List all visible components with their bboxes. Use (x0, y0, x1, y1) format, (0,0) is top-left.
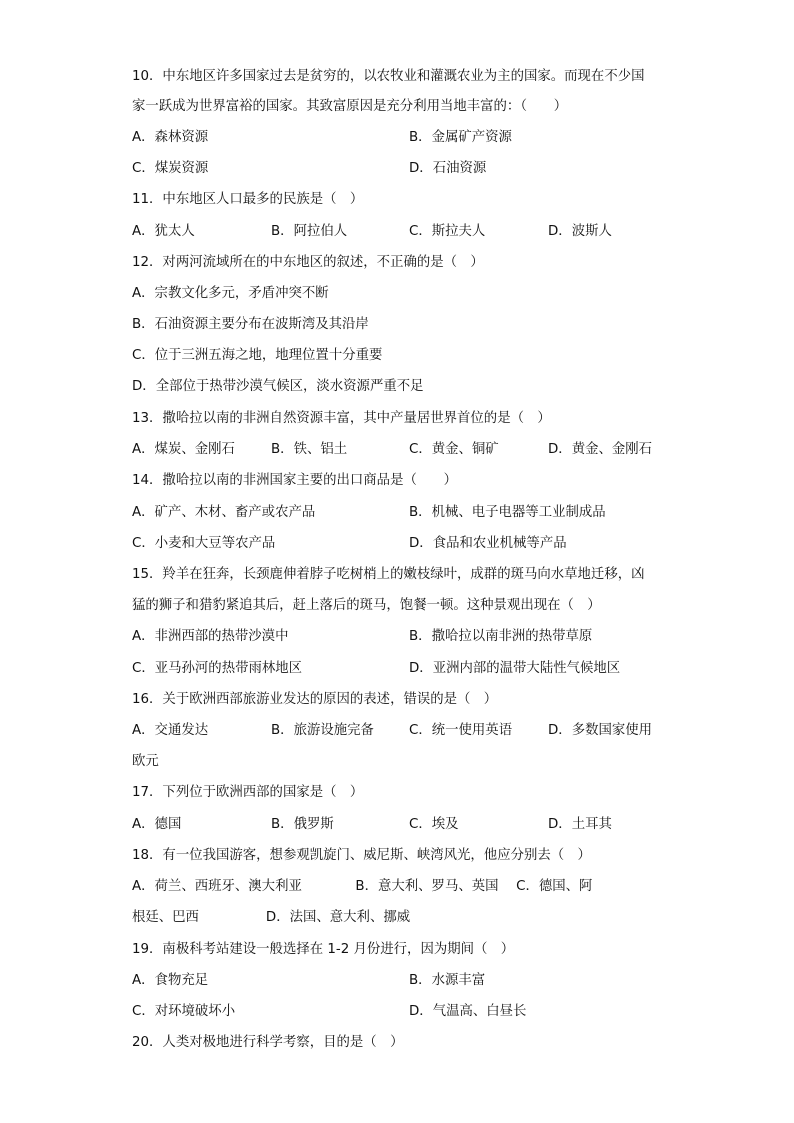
option-d: D．波斯人 (548, 224, 612, 239)
question-15-options-row2 (132, 659, 672, 679)
option-b: B．俄罗斯 (271, 817, 334, 832)
option-b: B．机械、电子电器等工业制成品 (409, 505, 606, 520)
question-17-stem: 17．下列位于欧洲西部的国家是（ ） (132, 785, 364, 800)
question-15-stem-cont: 猛的狮子和猎豹紧追其后，赶上落后的斑马，饱餐一顿。这种景观出现在（ ） (132, 598, 601, 613)
question-14-options-row2 (132, 534, 672, 554)
option-a: A．非洲西部的热带沙漠中 (132, 629, 289, 644)
option-a: A．森林资源 (132, 130, 209, 145)
question-19-options-row2 (132, 1002, 672, 1022)
question-18-options-line1: A．荷兰、西班牙、澳大利亚 B．意大利、罗马、英国 C．德国、阿 (132, 879, 593, 894)
option-b: B．阿拉伯人 (271, 224, 348, 239)
question-12-option-a: A．宗教文化多元，矛盾冲突不断 (132, 286, 329, 301)
question-10-stem: 10．中东地区许多国家过去是贫穷的，以农牧业和灌溉农业为主的国家。而现在不少国 (132, 69, 645, 84)
option-d: D．气温高、白昼长 (409, 1004, 527, 1019)
question-12-stem: 12．对两河流域所在的中东地区的叙述，不正确的是（ ） (132, 255, 484, 270)
option-a: A．食物充足 (132, 973, 209, 988)
question-14-stem: 14．撒哈拉以南的非洲国家主要的出口商品是（ ） (132, 473, 458, 488)
option-d: D．亚洲内部的温带大陆性气候地区 (409, 661, 621, 676)
option-b: B．铁、铝土 (271, 442, 348, 457)
question-16-options (132, 721, 672, 741)
question-16-stem: 16．关于欧洲西部旅游业发达的原因的表述，错误的是（ ） (132, 692, 498, 707)
option-d: D．黄金、金刚石 (548, 442, 653, 457)
option-d: D．多数国家使用 (548, 723, 653, 738)
option-c: C．对环境破坏小 (132, 1004, 236, 1019)
option-d: D．石油资源 (409, 161, 487, 176)
question-13-stem: 13．撒哈拉以南的非洲自然资源丰富，其中产量居世界首位的是（ ） (132, 411, 551, 426)
question-12-option-d: D．全部位于热带沙漠气候区，淡水资源严重不足 (132, 379, 424, 394)
option-d: D．食品和农业机械等产品 (409, 536, 567, 551)
question-12-option-b: B．石油资源主要分布在波斯湾及其沿岸 (132, 317, 369, 332)
option-c: C．煤炭资源 (132, 161, 209, 176)
option-c: C．斯拉夫人 (409, 224, 486, 239)
option-c: C．亚马孙河的热带雨林地区 (132, 661, 303, 676)
question-20-stem: 20．人类对极地进行科学考察，目的是（ ） (132, 1035, 404, 1050)
question-15-stem: 15．羚羊在狂奔，长颈鹿伸着脖子吃树梢上的嫩枝绿叶，成群的斑马向水草地迁移，凶 (132, 567, 645, 582)
question-18-stem: 18．有一位我国游客，想参观凯旋门、威尼斯、峡湾风光，他应分别去（ ） (132, 848, 591, 863)
option-b: B．水源丰富 (409, 973, 486, 988)
option-a: A．德国 (132, 817, 182, 832)
option-a: A．矿产、木材、畜产或农产品 (132, 505, 316, 520)
question-11-stem: 11．中东地区人口最多的民族是（ ） (132, 192, 364, 207)
option-c: C．黄金、铜矿 (409, 442, 499, 457)
question-18-options-line2: 根廷、巴西 D．法国、意大利、挪威 (132, 910, 411, 925)
question-19-stem: 19．南极科考站建设一般选择在 1-2 月份进行，因为期间（ ） (132, 942, 515, 957)
question-19-options-row1 (132, 971, 672, 991)
question-14-options-row1 (132, 503, 672, 523)
option-a: A．煤炭、金刚石 (132, 442, 235, 457)
question-11-options (132, 222, 672, 242)
question-15-options-row1 (132, 627, 672, 647)
option-a: A．犹太人 (132, 224, 195, 239)
option-c: C．埃及 (409, 817, 459, 832)
option-b: B．金属矿产资源 (409, 130, 512, 145)
option-d: D．土耳其 (548, 817, 612, 832)
question-17-options (132, 815, 672, 835)
question-10-stem-cont: 家一跃成为世界富裕的国家。其致富原因是充分利用当地丰富的：（ ） (132, 99, 568, 114)
question-12-option-c: C．位于三洲五海之地，地理位置十分重要 (132, 348, 383, 363)
question-10-options-row1 (132, 128, 672, 148)
question-16-option-d-cont: 欧元 (132, 754, 159, 769)
option-c: C．小麦和大豆等农产品 (132, 536, 276, 551)
option-a: A．交通发达 (132, 723, 209, 738)
question-13-options (132, 440, 672, 460)
option-c: C．统一使用英语 (409, 723, 513, 738)
question-10-options-row2 (132, 159, 672, 179)
option-b: B．撒哈拉以南非洲的热带草原 (409, 629, 593, 644)
option-b: B．旅游设施完备 (271, 723, 374, 738)
